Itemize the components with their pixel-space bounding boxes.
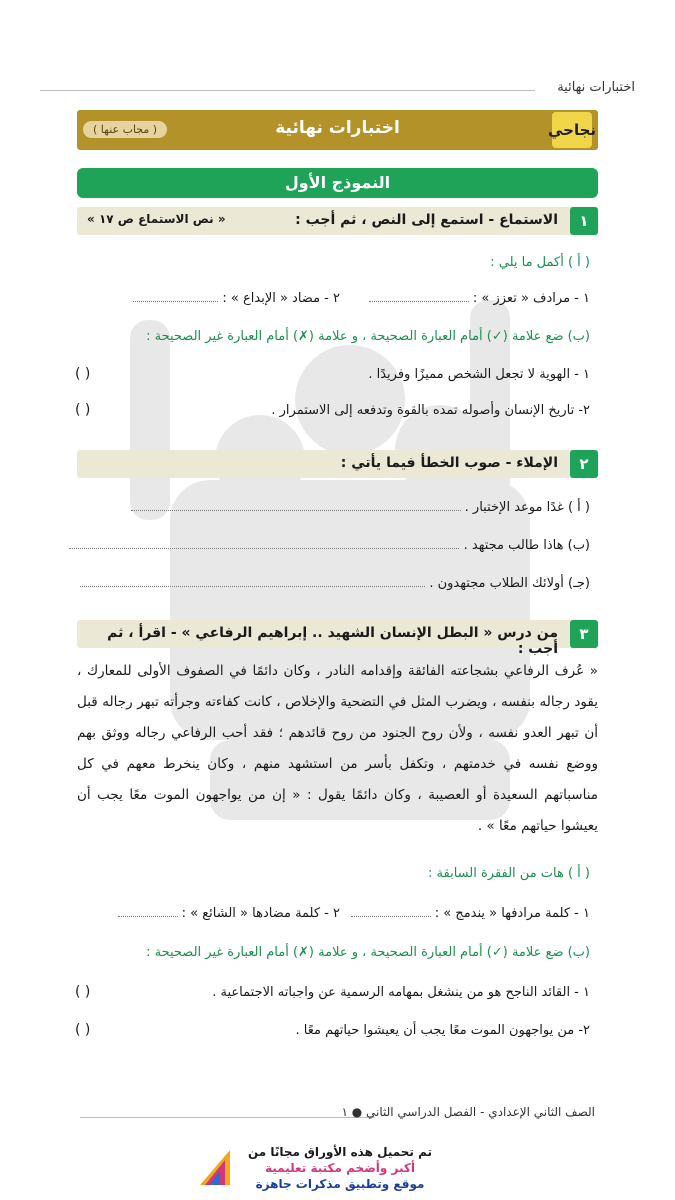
statement-b2: ٢- تاريخ الإنسان وأصوله تمده بالقوة وتدفعه إلى الاستمرار . <box>271 403 590 418</box>
question-a1: ١ - مرادف « تعزز » : <box>369 291 590 306</box>
footer-info: الصف الثاني الإعدادي - الفصل الدراسي الثاني ● ١ <box>341 1105 595 1119</box>
promo-text: تم تحميل هذه الأوراق مجانًا من أكبر وأضخم مكتبة تعليمية موقع وتطبيق مذكرات جاهزة <box>247 1145 433 1191</box>
answer-parenthesis: ( ) <box>75 1022 91 1038</box>
section-reference: « نص الاستماع ص ١٧ » <box>87 212 226 226</box>
model-title: النموذج الأول <box>77 168 598 198</box>
brand-logo: نجاحي <box>552 112 592 148</box>
spelling-item-3: (جـ) أولائك الطلاب مجتهدون . <box>80 576 590 591</box>
title-bar <box>77 110 598 150</box>
page-title: اختبارات نهائية <box>275 118 400 138</box>
section-2-header <box>77 450 598 478</box>
answer-parenthesis: ( ) <box>75 366 91 382</box>
section-number: ١ <box>570 207 598 235</box>
answered-badge: ( مجاب عنها ) <box>83 121 167 138</box>
statement-b1: ١ - القائد الناجح هو من ينشغل بمهامه الرسمية عن واجباته الاجتماعية . <box>212 985 590 1000</box>
section-number: ٣ <box>570 620 598 648</box>
part-a-title: ( أ ) هات من الفقرة السابقة : <box>428 866 590 881</box>
question-a2: ٢ - مضاد « الإبداع » : <box>133 291 340 306</box>
part-b-title: (ب) ضع علامة (✓) أمام العبارة الصحيحة ، و علامة (✗) أمام العبارة غير الصحيحة : <box>146 945 590 960</box>
section-title: من درس « البطل الإنسان الشهيد .. إبراهيم الرفاعي » - اقرأ ، ثم أجب : <box>107 625 558 657</box>
section-title: الاستماع - استمع إلى النص ، ثم أجب : <box>295 212 558 228</box>
header-divider <box>40 90 535 91</box>
part-b-title: (ب) ضع علامة (✓) أمام العبارة الصحيحة ، و علامة (✗) أمام العبارة غير الصحيحة : <box>146 329 590 344</box>
answer-parenthesis: ( ) <box>75 984 91 1000</box>
running-header: اختبارات نهائية <box>557 80 635 95</box>
promo-logo-icon <box>195 1140 235 1188</box>
section-title: الإملاء - صوب الخطأ فيما يأتي : <box>340 455 558 471</box>
answer-parenthesis: ( ) <box>75 402 91 418</box>
part-a-title: ( أ ) أكمل ما يلي : <box>490 255 590 270</box>
reading-paragraph: « عُرف الرفاعي بشجاعته الفائقة وإقدامه النادر ، وكان دائمًا في الصفوف الأولى للمعارك ، يقود رجاله بنفسه ، ويضرب المثل في التضحية والإخلاص ، كانت كفاءته وجرأته تبهر رجاله قبل أن تبهر العدو نفسه ، ولأن روح الجنود من روح قائدهم ؛ فقد أحب الرفاعي رجاله ووثق بهم ووضع نفسه في خدمتهم ، وتكفل بأسر من استشهد منهم ، وكان ينخرط معهم في كل مناسباتهم السعيدة أو العصيبة ، وكان دائمًا يقول : « إن من يواجهون الموت معًا يجب أن يعيشوا حياتهم معًا » . <box>77 663 598 834</box>
page-number: ١ <box>341 1105 348 1119</box>
question-a2: ٢ - كلمة مضادها « الشائع » : <box>118 906 340 921</box>
spelling-item-2: (ب) هاذا طالب مجتهد . <box>69 538 590 553</box>
section-number: ٢ <box>570 450 598 478</box>
footer-divider <box>80 1117 375 1118</box>
section-1-header <box>77 207 598 235</box>
question-a1: ١ - كلمة مرادفها « يندمج » : <box>351 906 590 921</box>
statement-b2: ٢- من يواجهون الموت معًا يجب أن يعيشوا حياتهم معًا . <box>295 1023 590 1038</box>
section-3-header <box>77 620 598 657</box>
spelling-item-1: ( أ ) غدًا موعد الإختبار . <box>131 500 590 515</box>
statement-b1: ١ - الهوية لا تجعل الشخص مميزًا وفريدًا . <box>368 367 590 382</box>
